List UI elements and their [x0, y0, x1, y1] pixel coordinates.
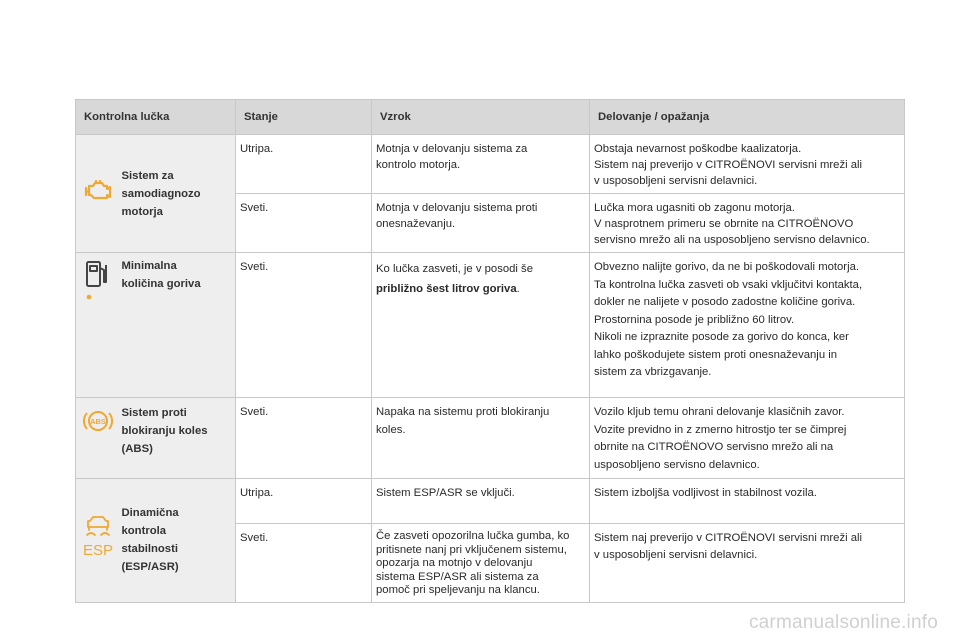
fuel-pump-icon	[81, 259, 115, 308]
header-cause: Vzrok	[372, 100, 590, 135]
fuel-icon-cell	[76, 253, 120, 398]
engine-cause-1: Motnja v delovanju sistema za kontrolo motorja.	[376, 143, 528, 171]
abs-icon-label: ABS	[89, 417, 106, 426]
esp-cause-1: Sistem ESP/ASR se vključi.	[376, 487, 515, 499]
engine-cause-2: Motnja v delovanju sistema proti onesnaževanju.	[376, 202, 538, 230]
engine-state-2: Sveti.	[240, 202, 269, 214]
engine-state-1: Utripa.	[240, 143, 274, 155]
esp-icon	[81, 515, 115, 566]
fuel-cause	[376, 259, 585, 299]
table-row	[76, 253, 905, 398]
engine-name: Sistem za samodiagnozo motorja	[120, 135, 236, 253]
esp-state-1: Utripa.	[240, 487, 274, 499]
fuel-cause-suffix: .	[516, 283, 520, 295]
esp-name: Dinamična kontrola stabilnosti (ESP/ASR)	[120, 479, 236, 603]
fuel-action: Obvezno nalijte gorivo, da ne bi poškodovali motorja. Ta kontrolna lučka zasveti ob vsaki vključitvi kontakta, dokler ne nalijete v posodo zadostne količine goriva. Prostornina posode je približno 60 litrov. Nikoli ne izpraznite posode za gorivo do konca, ker lahko poškodujete sistem proti onesnaževanju in sistem za vbrizgavanje.	[594, 261, 863, 378]
table-row	[76, 479, 905, 524]
abs-icon-cell	[76, 398, 120, 479]
engine-icon-cell	[76, 135, 120, 253]
esp-cause-2: Če zasveti opozorilna lučka gumba, ko pritisnete nanj pri vključenem sistemu, opozarja na motnjo v delovanju sistema ESP/ASR ali sistema za pomoč pri speljevanju na klancu.	[376, 530, 570, 596]
esp-action-2: Sistem naj preverijo v CITROËNOVI servisni mreži ali v usposobljeni servisni delavnici.	[594, 532, 863, 561]
fuel-state: Sveti.	[240, 261, 269, 273]
fuel-cause-bold: približno šest litrov goriva	[376, 283, 517, 295]
fuel-cause-prefix: Ko lučka zasveti, je v posodi še	[376, 263, 533, 275]
engine-action-2: Lučka mora ugasniti ob zagonu motorja. V nasprotnem primeru se obrnite na CITROËNOVO servisno mrežo ali na usposobljeno servisno delavnico.	[594, 202, 870, 246]
header-action: Delovanje / opažanja	[590, 100, 905, 135]
header-state: Stanje	[236, 100, 372, 135]
abs-cause: Napaka na sistemu proti blokiranju koles.	[376, 406, 550, 436]
esp-icon-label: ESP	[82, 541, 113, 559]
warning-lights-table	[75, 99, 905, 603]
abs-state: Sveti.	[240, 406, 269, 418]
header-lamp: Kontrolna lučka	[76, 100, 236, 135]
abs-name: Sistem proti blokiranju koles (ABS)	[120, 398, 236, 479]
esp-icon-cell	[76, 479, 120, 603]
table-row	[76, 398, 905, 479]
abs-action: Vozilo kljub temu ohrani delovanje klasičnih zavor. Vozite previdno in z zmerno hitrostjo ter se čimprej obrnite na CITROËNOVO servisno mrežo ali na usposobljeno servisno delavnico.	[594, 406, 847, 471]
fuel-name: Minimalna količina goriva	[120, 253, 236, 398]
esp-action-1: Sistem izboljša vodljivost in stabilnost vozila.	[594, 487, 817, 499]
esp-state-2: Sveti.	[240, 532, 269, 544]
table-header-row	[76, 100, 905, 135]
table-row	[76, 135, 905, 194]
watermark: carmanualsonline.info	[748, 612, 938, 633]
abs-icon	[81, 408, 115, 439]
engine-action-1: Obstaja nevarnost poškodbe kaalizatorja. Sistem naj preverijo v CITROËNOVI servisni mreži ali v usposobljeni servisni delavnici.	[594, 143, 863, 187]
engine-check-icon	[82, 180, 114, 207]
